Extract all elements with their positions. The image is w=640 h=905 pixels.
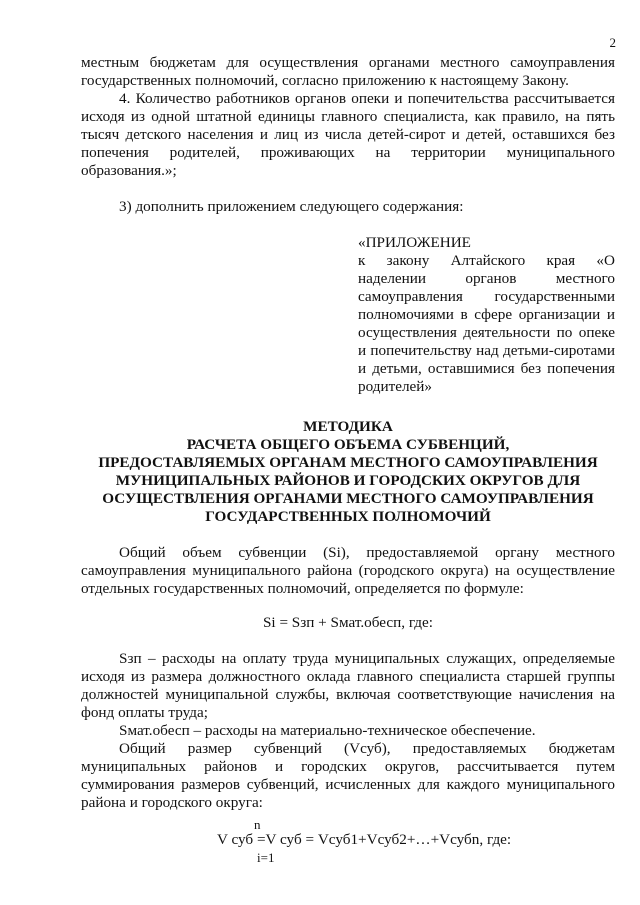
paragraph-szp: Sзп – расходы на оплату труда муниципальных служащих, определяемые исходя из размера должностного оклада главного специалиста старшей группы должностей муниципальной службы, включая соответствующие начисления на фонд оплаты труда; [81,650,615,721]
formula-vsub [81,816,615,868]
formula-si: Si = Sзп + Sмат.обесп, где: [262,614,433,631]
methodology-line: РАСЧЕТА ОБЩЕГО ОБЪЕМА СУБВЕНЦИЙ, [186,436,510,453]
sum-expression: V суб =V суб = Vсуб1+Vсуб2+…+Vсубn, где: [217,831,512,848]
page-number: 2 [609,35,616,50]
methodology-line: МУНИЦИПАЛЬНЫХ РАЙОНОВ И ГОРОДСКИХ ОКРУГОВ ДЛЯ [115,472,581,489]
paragraph-budgets: местным бюджетам для осуществления органами местного самоуправления государственных полномочий, согласно приложению к настоящему Закону. [81,54,615,89]
appendix-block [358,234,615,396]
methodology-line: ОСУЩЕСТВЛЕНИЯ ОРГАНАМИ МЕСТНОГО САМОУПРАВЛЕНИЯ [102,490,594,507]
methodology-heading [81,418,615,526]
appendix-text: к закону Алтайского края «О наделении органов местного самоуправления государственными полномочиями в сфере организации и осуществления деятельности по опеке и попечительству над детьми-сиротами и детьми, оставшимися без попечения родителей» [358,252,615,395]
paragraph-smat: Sмат.обесп – расходы на материально-техническое обеспечение. [119,722,536,739]
methodology-line: МЕТОДИКА [303,418,393,435]
sum-upper-limit: n [254,817,261,832]
paragraph-subvention-volume: Общий объем субвенции (Si), предоставляемой органу местного самоуправления муниципального района (городского округа) на осуществление отдельных государственных полномочий, определяется по формуле: [81,544,615,597]
document-body [81,54,615,868]
sum-lower-limit: i=1 [257,850,275,865]
methodology-line: ГОСУДАРСТВЕННЫХ ПОЛНОМОЧИЙ [205,508,491,525]
appendix-title: «ПРИЛОЖЕНИЕ [358,234,471,251]
methodology-line: ПРЕДОСТАВЛЯЕМЫХ ОРГАНАМ МЕСТНОГО САМОУПРАВЛЕНИЯ [98,454,598,471]
paragraph-staff-count: 4. Количество работников органов опеки и попечительства рассчитывается исходя из одной штатной единицы главного специалиста, как правило, на пять тысяч детского населения и лиц из числа детей-сирот и детей, оставшихся без попечения родителей, проживающих на территории муниципального образования.»; [81,90,615,179]
paragraph-vsub: Общий размер субвенций (Vсуб), предоставляемых бюджетам муниципальных районов и городских округов, рассчитывается путем суммирования размеров субвенций, исчисленных для каждого муниципального района и городского округа: [81,740,615,811]
paragraph-add-appendix: 3) дополнить приложением следующего содержания: [119,198,464,215]
